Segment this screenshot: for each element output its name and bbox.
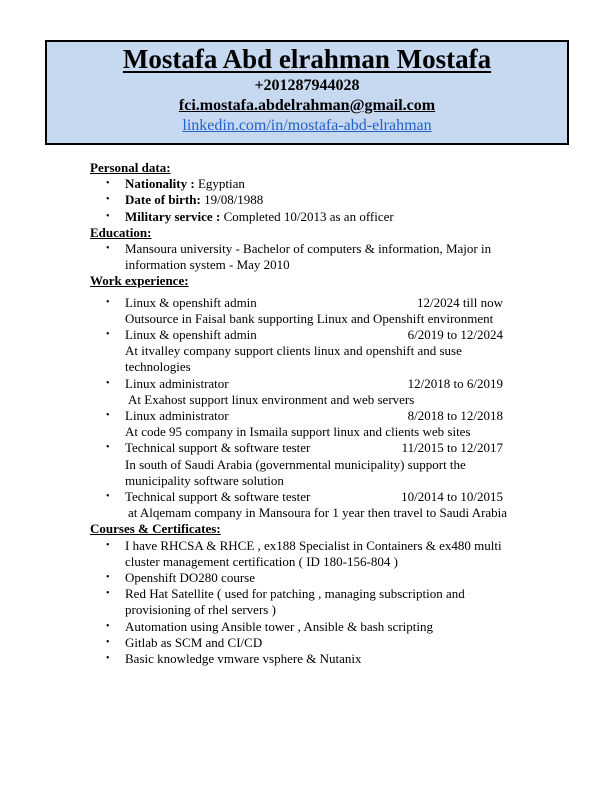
courses-list <box>90 538 530 668</box>
field-label: Nationality <box>125 176 188 192</box>
list-item: • Openshift DO280 course <box>90 570 530 586</box>
job-title: • Technical support & software tester <box>125 489 311 505</box>
job-dates: 6/2019 to 12/2024 <box>407 327 503 343</box>
section-title-personal: Personal data: <box>90 160 171 175</box>
list-item: • I have RHCSA & RHCE , ex188 Specialist in Containers & ex480 multi cluster management certification ( ID 180-156-804 ) <box>90 538 530 570</box>
job-dates: 8/2018 to 12/2018 <box>407 408 503 424</box>
job-dates: 12/2024 till now <box>417 294 503 310</box>
job-description: Outsource in Faisal bank supporting Linux and Openshift environment <box>125 310 494 326</box>
personal-data-list <box>90 176 530 225</box>
job-entry <box>90 327 530 376</box>
field-value: Completed 10/2013 as an officer <box>223 208 394 224</box>
list-item-date-of-birth <box>90 192 530 208</box>
job-title: • Linux & openshift admin <box>125 327 257 343</box>
job-description: At code 95 company in Ismaila support linux and clients web sites <box>125 424 471 440</box>
job-title: • Technical support & software tester <box>125 440 311 456</box>
education-list <box>90 241 530 273</box>
list-item-military-service: • Military service : Completed 10/2013 as an officer <box>90 209 530 225</box>
section-title-work: Work experience: <box>90 273 189 289</box>
list-item-nationality: • Nationality : Egyptian <box>90 176 530 192</box>
list-item: • Mansoura university - Bachelor of computers & information, Major in information system - May 2010 <box>90 241 530 273</box>
linkedin-link[interactable]: linkedin.com/in/mostafa-abd-elrahman <box>182 117 432 134</box>
job-description: At itvalley company support clients linux and openshift and suse technologies <box>125 343 462 375</box>
full-name: Mostafa Abd elrahman Mostafa <box>122 44 492 74</box>
list-item: • Red Hat Satellite ( used for patching , managing subscription and provisioning of rhel servers ) <box>90 586 530 618</box>
job-dates: 12/2018 to 6/2019 <box>407 375 503 391</box>
job-description: In south of Saudi Arabia (governmental municipality) support the municipality software solution <box>125 456 466 488</box>
list-item: • Gitlab as SCM and CI/CD <box>90 635 530 651</box>
field-value: Egyptian <box>197 176 245 192</box>
list-item: • Automation using Ansible tower , Ansible & bash scripting <box>90 619 530 635</box>
job-entry <box>90 376 530 408</box>
phone-number: +201287944028 <box>254 77 360 94</box>
job-entry <box>90 408 530 440</box>
section-title-education: Education: <box>90 224 152 240</box>
job-entry <box>90 489 530 521</box>
job-dates: 11/2015 to 12/2017 <box>401 440 503 456</box>
job-dates: 10/2014 to 10/2015 <box>401 489 503 505</box>
resume-body <box>90 160 530 667</box>
job-title: • Linux administrator <box>125 408 229 424</box>
job-title: • Linux & openshift admin <box>125 294 257 310</box>
email-address[interactable]: fci.mostafa.abdelrahman@gmail.com <box>178 97 436 114</box>
section-title-courses: Courses & Certificates: <box>90 521 221 537</box>
job-title: • Linux administrator <box>125 375 229 391</box>
list-item: • Basic knowledge vmware vsphere & Nutanix <box>90 651 530 667</box>
field-label: Date of birth: <box>125 192 201 208</box>
field-label: Military service <box>125 208 213 224</box>
job-entry <box>90 440 530 489</box>
contact-header <box>45 40 569 145</box>
work-experience-list <box>90 295 530 522</box>
job-description: at Alqemam company in Mansoura for 1 year then travel to Saudi Arabia <box>128 505 508 521</box>
job-entry <box>90 295 530 327</box>
job-description: At Exahost support linux environment and web servers <box>128 391 415 407</box>
field-value: 19/08/1988 <box>204 192 264 208</box>
